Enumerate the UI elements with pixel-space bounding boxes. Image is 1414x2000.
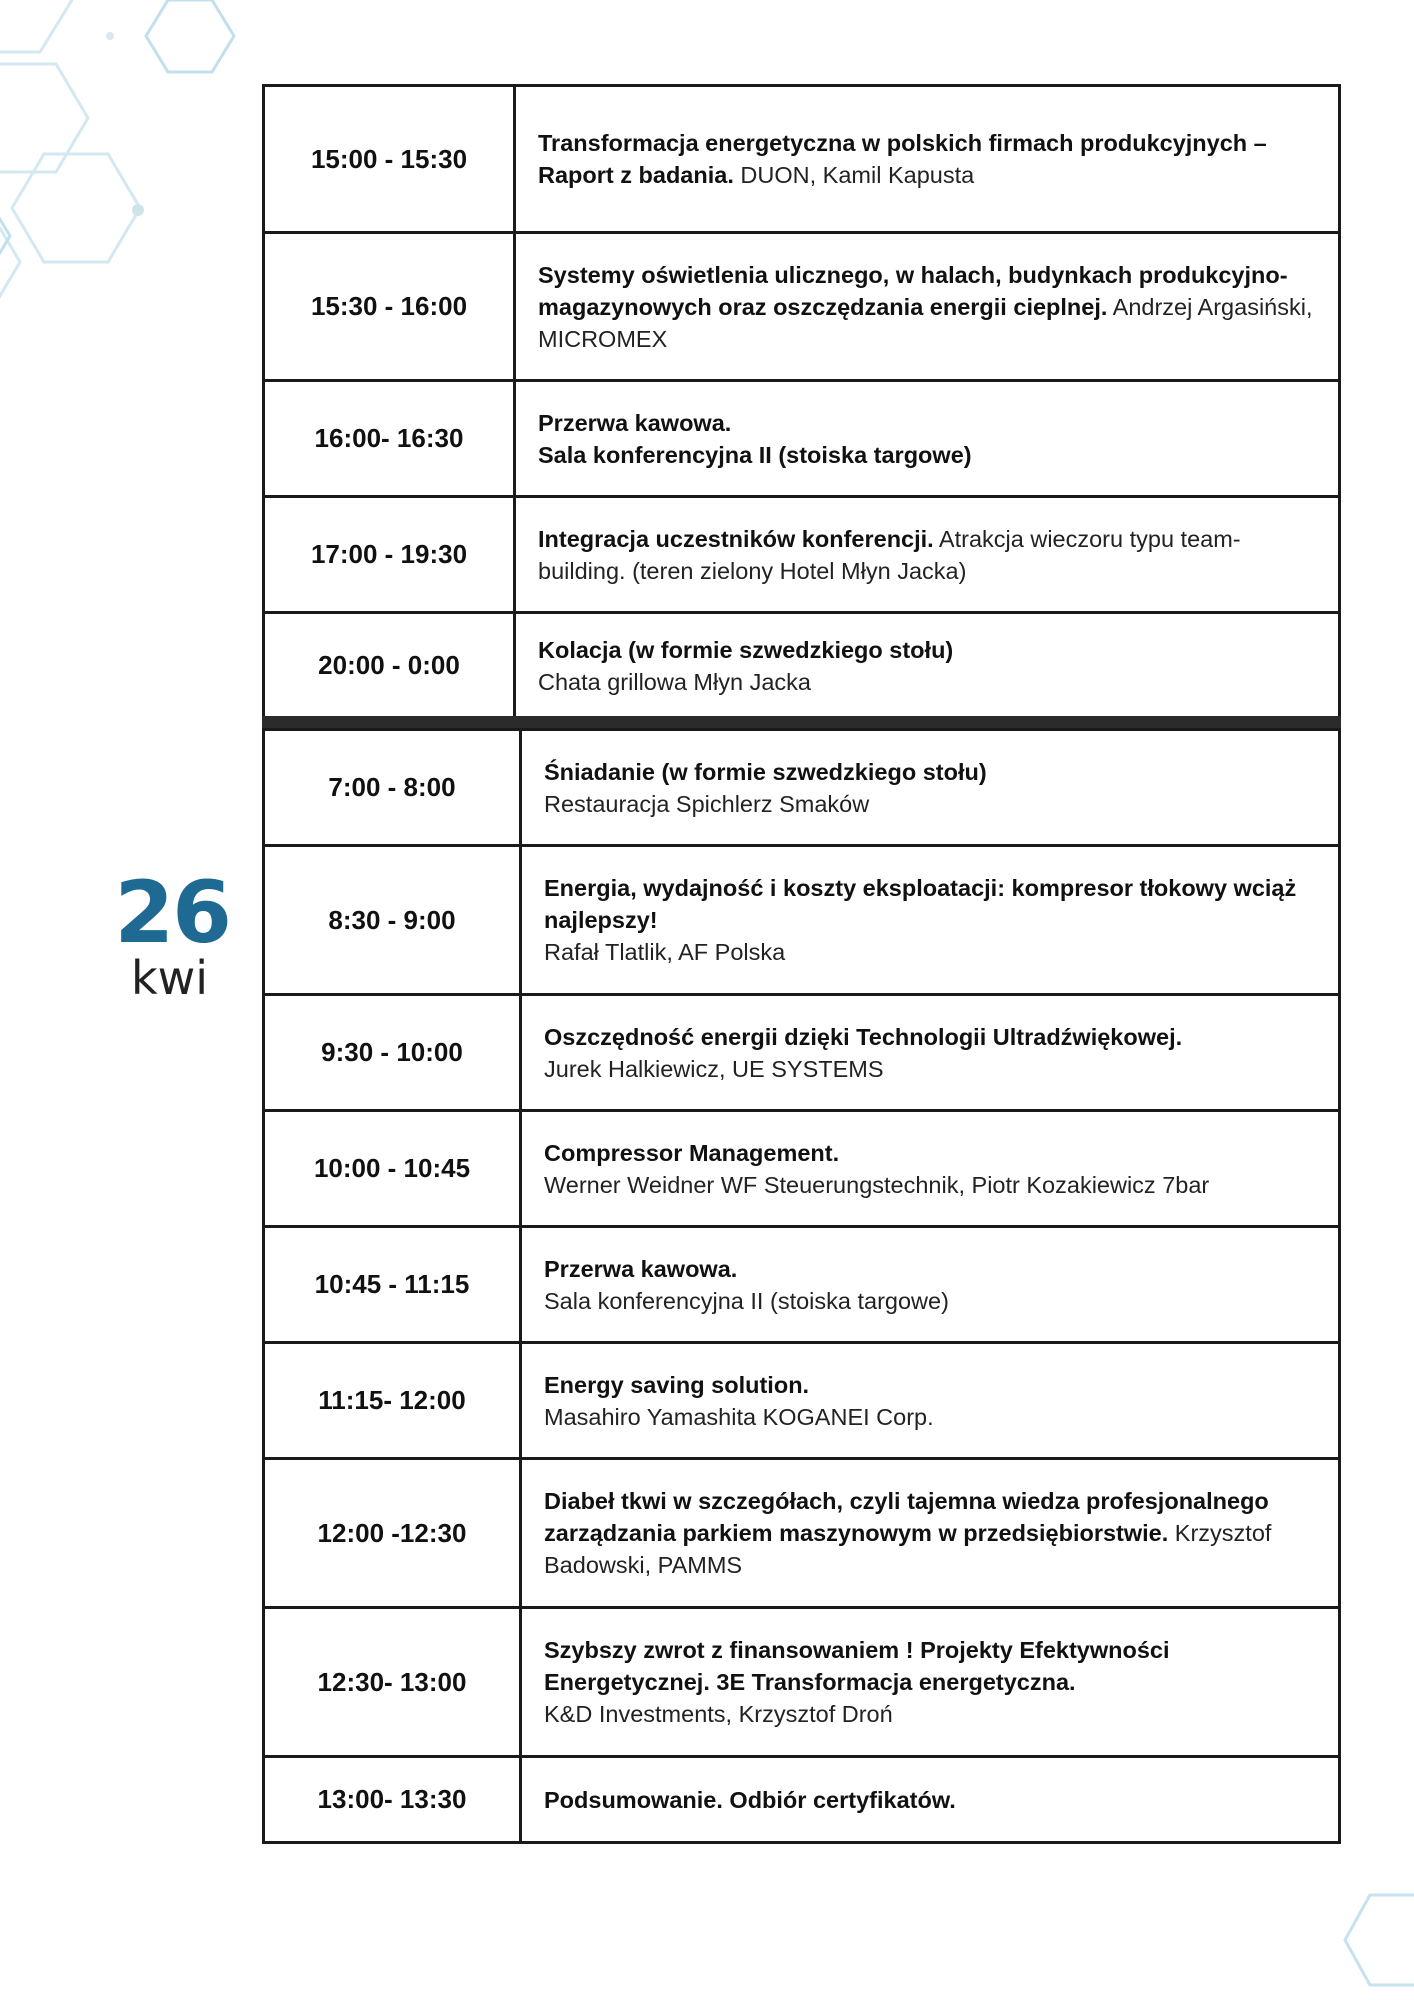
session-description [522, 996, 1338, 1109]
session-description [522, 1344, 1338, 1457]
session-details: Krzysztof Badowski, PAMMS [544, 1520, 1272, 1578]
session-time: 11:15- 12:00 [265, 1344, 522, 1457]
session-description [516, 87, 1338, 231]
day-month: kwi [130, 951, 208, 1005]
schedule-row [265, 1112, 1338, 1228]
session-details: Chata grillowa Młyn Jacka [538, 668, 811, 695]
session-details: Werner Weidner WF Steuerungstechnik, Piotr Kozakiewicz 7bar [544, 1171, 1210, 1198]
session-details: Andrzej Argasiński, MICROMEX [538, 293, 1313, 352]
session-title: Integracja uczestników konferencji. [538, 525, 934, 552]
session-details: Masahiro Yamashita KOGANEI Corp. [544, 1403, 934, 1430]
schedule-row [265, 1344, 1338, 1460]
session-details: Atrakcja wieczoru typu team- building. (teren zielony Hotel Młyn Jacka) [538, 525, 1241, 584]
schedule-row [265, 1460, 1338, 1609]
schedule-row [265, 614, 1338, 717]
session-title: Compressor Management. [544, 1139, 840, 1166]
session-title: Śniadanie (w formie szwedzkiego stołu) [544, 758, 987, 785]
session-time: 16:00- 16:30 [265, 382, 516, 495]
session-time: 15:30 - 16:00 [265, 234, 516, 379]
session-description [516, 498, 1338, 611]
schedule-row [265, 731, 1338, 847]
session-title: Transformacja energetyczna w polskich firmach produkcyjnych – Raport z badania. [538, 130, 1267, 188]
session-title: Systemy oświetlenia ulicznego, w halach, budynkach produkcyjno-magazynowych oraz oszczędzania energii cieplnej. [538, 261, 1288, 320]
schedule-row [265, 234, 1338, 382]
schedule-table-day2 [262, 728, 1341, 1844]
schedule-table-day1 [262, 84, 1341, 720]
schedule-row [265, 1228, 1338, 1344]
session-time: 8:30 - 9:00 [265, 847, 522, 993]
session-title: Przerwa kawowa. [538, 409, 732, 436]
session-time: 20:00 - 0:00 [265, 614, 516, 717]
session-title: Energia, wydajność i koszty eksploatacji: kompresor tłokowy wciąż najlepszy! [544, 875, 1297, 933]
session-time: 13:00- 13:30 [265, 1758, 522, 1841]
session-description [522, 847, 1338, 993]
session-title: Podsumowanie. Odbiór certyfikatów. [544, 1786, 956, 1813]
session-title: Sala konferencyjna II (stoiska targowe) [538, 441, 972, 468]
session-description [522, 1758, 1338, 1841]
session-time: 9:30 - 10:00 [265, 996, 522, 1109]
session-details: DUON, Kamil Kapusta [733, 162, 975, 188]
schedule-row [265, 1758, 1338, 1841]
session-details: Sala konferencyjna II (stoiska targowe) [544, 1287, 949, 1314]
session-description [522, 1112, 1338, 1225]
session-description [522, 1228, 1338, 1341]
day-badge [60, 863, 230, 1005]
session-title: Diabeł tkwi w szczegółach, czyli tajemna wiedza profesjonalnego zarządzania parkiem maszynowym w przedsiębiorstwie. [544, 1488, 1269, 1546]
schedule-row [265, 1609, 1338, 1758]
session-title: Kolacja (w formie szwedzkiego stołu) [538, 636, 954, 663]
session-title: Oszczędność energii dzięki Technologii Ultradźwiękowej. [544, 1023, 1183, 1050]
session-details: Restauracja Spichlerz Smaków [544, 790, 870, 817]
session-time: 17:00 - 19:30 [265, 498, 516, 611]
session-time: 15:00 - 15:30 [265, 87, 516, 231]
schedule-row [265, 382, 1338, 498]
session-time: 10:00 - 10:45 [265, 1112, 522, 1225]
schedule-row [265, 87, 1338, 234]
session-details: K&D Investments, Krzysztof Droń [544, 1701, 893, 1727]
session-time: 7:00 - 8:00 [265, 731, 522, 844]
session-description [516, 382, 1338, 495]
schedule-row [265, 996, 1338, 1112]
day-number: 26 [114, 863, 230, 963]
session-time: 10:45 - 11:15 [265, 1228, 522, 1341]
session-title: Przerwa kawowa. [544, 1255, 738, 1282]
session-time: 12:30- 13:00 [265, 1609, 522, 1755]
session-title: Szybszy zwrot z finansowaniem ! Projekty Efektywności Energetycznej. 3E Transformacja energetyczna. [544, 1637, 1170, 1695]
session-description [522, 1609, 1338, 1755]
schedule-row [265, 498, 1338, 614]
session-details: Jurek Halkiewicz, UE SYSTEMS [544, 1055, 884, 1082]
session-description [516, 614, 1338, 717]
session-description [522, 1460, 1338, 1606]
session-description [516, 234, 1338, 379]
schedule-row [265, 847, 1338, 996]
session-time: 12:00 -12:30 [265, 1460, 522, 1606]
session-description [522, 731, 1338, 844]
session-title: Energy saving solution. [544, 1371, 810, 1398]
session-details: Rafał Tlatlik, AF Polska [544, 939, 786, 965]
